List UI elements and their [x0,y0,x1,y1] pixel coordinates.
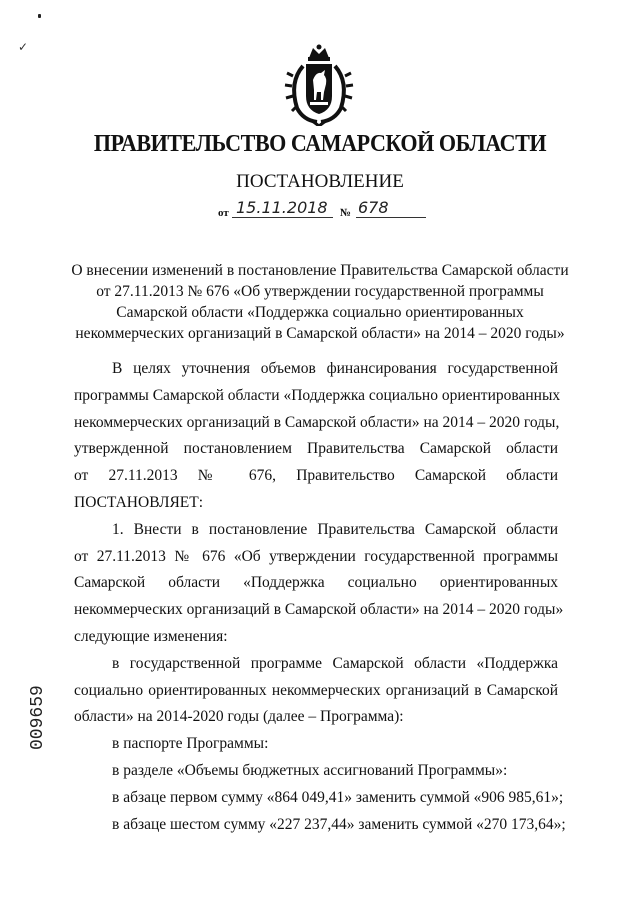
document-number: 678 [358,198,389,217]
body-line: в абзаце первом сумму «864 049,41» заменить суммой «906 985,61»; [112,788,564,806]
document-body [74,356,566,838]
body-line: Самарской области «Поддержка социально ориентированных [74,574,558,592]
number-label: № [340,207,352,219]
subject-line: Самарской области «Поддержка социально ориентированных [116,304,524,321]
scan-mark [38,14,41,18]
body-line: в разделе «Объемы бюджетных ассигнований Программы»: [112,761,508,779]
document-date: 15.11.2018 [236,198,328,217]
body-line: области» на 2014-2020 годы (далее – Программа): [74,708,404,726]
body-line: некоммерческих организаций в Самарской области» на 2014 – 2020 годы» [74,601,564,619]
scan-tick: ✓ [18,40,29,54]
body-line: ПОСТАНОВЛЯЕТ: [74,493,204,511]
body-line: утвержденной постановлением Правительства Самарской области [74,440,558,458]
body-line: некоммерческих организаций в Самарской области» на 2014 – 2020 годы, [74,413,560,431]
subject-line: некоммерческих организаций в Самарской области» на 2014 – 2020 годы» [75,325,565,342]
side-registration-number: 009659 [28,685,48,750]
body-line: В целях уточнения объемов финансирования государственной [112,360,558,377]
coat-of-arms-emblem [283,42,355,126]
body-line: следующие изменения: [74,627,228,645]
document-subject [60,260,580,344]
date-underline [232,217,333,218]
subject-line: от 27.11.2013 № 676 «Об утверждении государственной программы [96,283,544,300]
body-line: в государственной программе Самарской области «Поддержка [112,654,558,672]
body-line: в паспорте Программы: [112,735,269,753]
date-number-line [218,198,428,220]
from-label: от [218,207,229,219]
document-type: ПОСТАНОВЛЕНИЕ [236,171,404,192]
body-line: программы Самарской области «Поддержка социально ориентированных [74,386,561,404]
body-line: 1. Внести в постановление Правительства Самарской области [112,520,558,538]
body-line: от 27.11.2013 № 676 «Об утверждении государственной программы [74,547,558,565]
government-title: ПРАВИТЕЛЬСТВО САМАРСКОЙ ОБЛАСТИ [93,131,547,157]
body-line: от 27.11.2013 № 676, Правительство Самарской области [74,467,558,485]
body-line: социально ориентированных некоммерческих организаций в Самарской [74,681,558,699]
subject-line: О внесении изменений в постановление Правительства Самарской области [71,262,569,279]
number-underline [356,217,426,218]
body-line: в абзаце шестом сумму «227 237,44» заменить суммой «270 173,64»; [112,815,566,833]
